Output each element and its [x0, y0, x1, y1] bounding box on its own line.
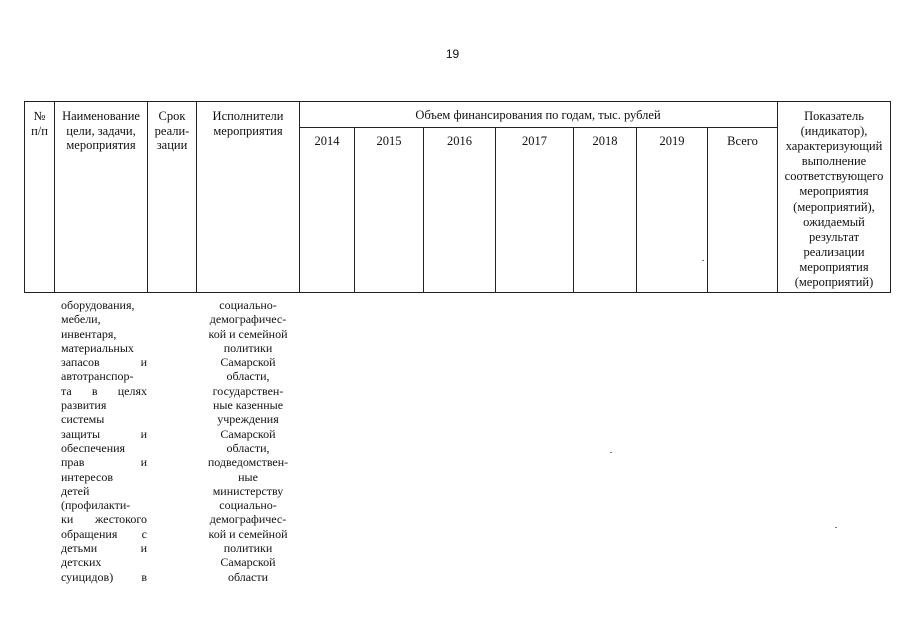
year-2016: 2016	[447, 134, 472, 148]
funding-subheader-line	[299, 127, 777, 128]
year-2018: 2018	[592, 134, 618, 148]
executors-text: социально- демографичес- кой и семейной политики Самарской области, государствен- ные казенные учреждения Самарской области, подведомствен- ные министерству социально- демографичес- кой и семейной политики Самарской области	[207, 298, 289, 584]
table-bottom-border	[24, 292, 891, 293]
header-name: Наименование цели, задачи, мероприятия	[62, 109, 140, 153]
header-funding: Объем финансирования по годам, тыс. рублей	[415, 108, 661, 122]
col-border	[423, 127, 424, 293]
header-num: № п/п	[31, 109, 48, 138]
scan-speck	[835, 527, 837, 528]
header-indicator: Показатель (индикатор), характеризующий выполнение соответствующего мероприятия (мероприятий), ожидаемый результат реализации мероприятия (мероприятий)	[784, 109, 884, 290]
scan-speck	[702, 260, 704, 261]
year-total: Всего	[727, 134, 758, 148]
col-border	[573, 127, 574, 293]
col-border	[354, 127, 355, 293]
year-2019: 2019	[659, 134, 685, 148]
header-executors: Исполнители мероприятия	[212, 109, 284, 138]
header-term: Срок реали- зации	[154, 109, 190, 153]
col-border	[636, 127, 637, 293]
year-2015: 2015	[376, 134, 402, 148]
page-number: 19	[445, 47, 460, 61]
year-2017: 2017	[522, 134, 547, 148]
table-top-border	[24, 101, 891, 102]
col-border	[707, 127, 708, 293]
year-2014: 2014	[314, 134, 340, 148]
measure-name-text: оборудования, мебели, инвентаря, материальных запасов и автотранспор- та в целях развития системы защиты и обеспечения прав и интересов детей (профилакти- ки жестокого обращения с детьми и детских суицидов) в	[61, 298, 147, 584]
scan-speck	[610, 452, 612, 453]
col-border	[495, 127, 496, 293]
